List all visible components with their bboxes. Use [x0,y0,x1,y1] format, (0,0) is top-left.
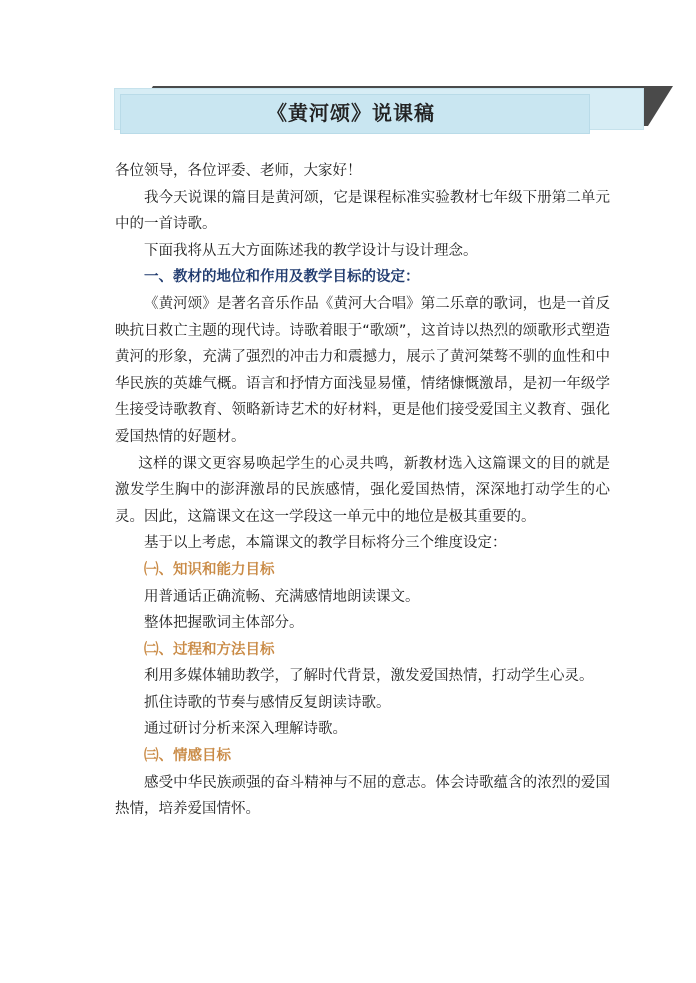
section-1-heading: 一、教材的地位和作用及教学目标的设定： [144,269,420,286]
title-banner [114,84,662,136]
goal-2-item-2: 抓住诗歌的节奏与感情反复朗读诗歌。 [144,694,391,711]
goal-2-heading: ㈡、过程和方法目标 [144,641,275,658]
intro-paragraph-1: 我今天说课的篇目是黄河颂，它是课程标准实验教材七年级下册第二单元中的一首诗歌。 [115,189,610,233]
document-body [115,158,610,823]
section-1-paragraph-1: 《黄河颂》是著名音乐作品《黄河大合唱》第二乐章的歌词，也是一首反映抗日救亡主题的现代诗。诗歌着眼于“歌颂”，这首诗以热烈的颂歌形式塑造黄河的形象，充满了强烈的冲击力和震撼力，展示了黄河桀骜不驯的血性和中华民族的英雄气概。语言和抒情方面浅显易懂，情绪慷慨激昂，是初一年级学生接受诗歌教育、领略新诗艺术的好材料，更是他们接受爱国主义教育、强化爱国热情的好题材。 [115,295,610,445]
goal-3-heading: ㈢、情感目标 [144,748,231,765]
goal-2-item-3: 通过研讨分析来深入理解诗歌。 [144,721,347,738]
section-1-paragraph-2: 这样的课文更容易唤起学生的心灵共鸣，新教材选入这篇课文的目的就是激发学生胸中的澎湃激昂的民族感情，强化爱国热情，深深地打动学生的心灵。因此，这篇课文在这一学段这一单元中的地位是极其重要的。 [115,455,610,525]
goal-1-item-2: 整体把握歌词主体部分。 [144,615,304,632]
goal-1-heading: ㈠、知识和能力目标 [144,561,275,578]
goal-2-item-1: 利用多媒体辅助教学，了解时代背景，激发爱国热情，打动学生心灵。 [144,668,594,685]
section-1-paragraph-3: 基于以上考虑，本篇课文的教学目标将分三个维度设定： [144,535,507,552]
goal-1-item-1: 用普通话正确流畅、充满感情地朗读课文。 [144,588,420,605]
goal-3-item-1: 感受中华民族顽强的奋斗精神与不屈的意志。体会诗歌蕴含的浓烈的爱国热情，培养爱国情怀。 [115,774,610,818]
document-title: 《黄河颂》说课稿 [267,101,435,125]
intro-paragraph-2: 下面我将从五大方面陈述我的教学设计与设计理念。 [144,242,478,259]
greeting: 各位领导，各位评委、老师，大家好！ [115,163,362,179]
